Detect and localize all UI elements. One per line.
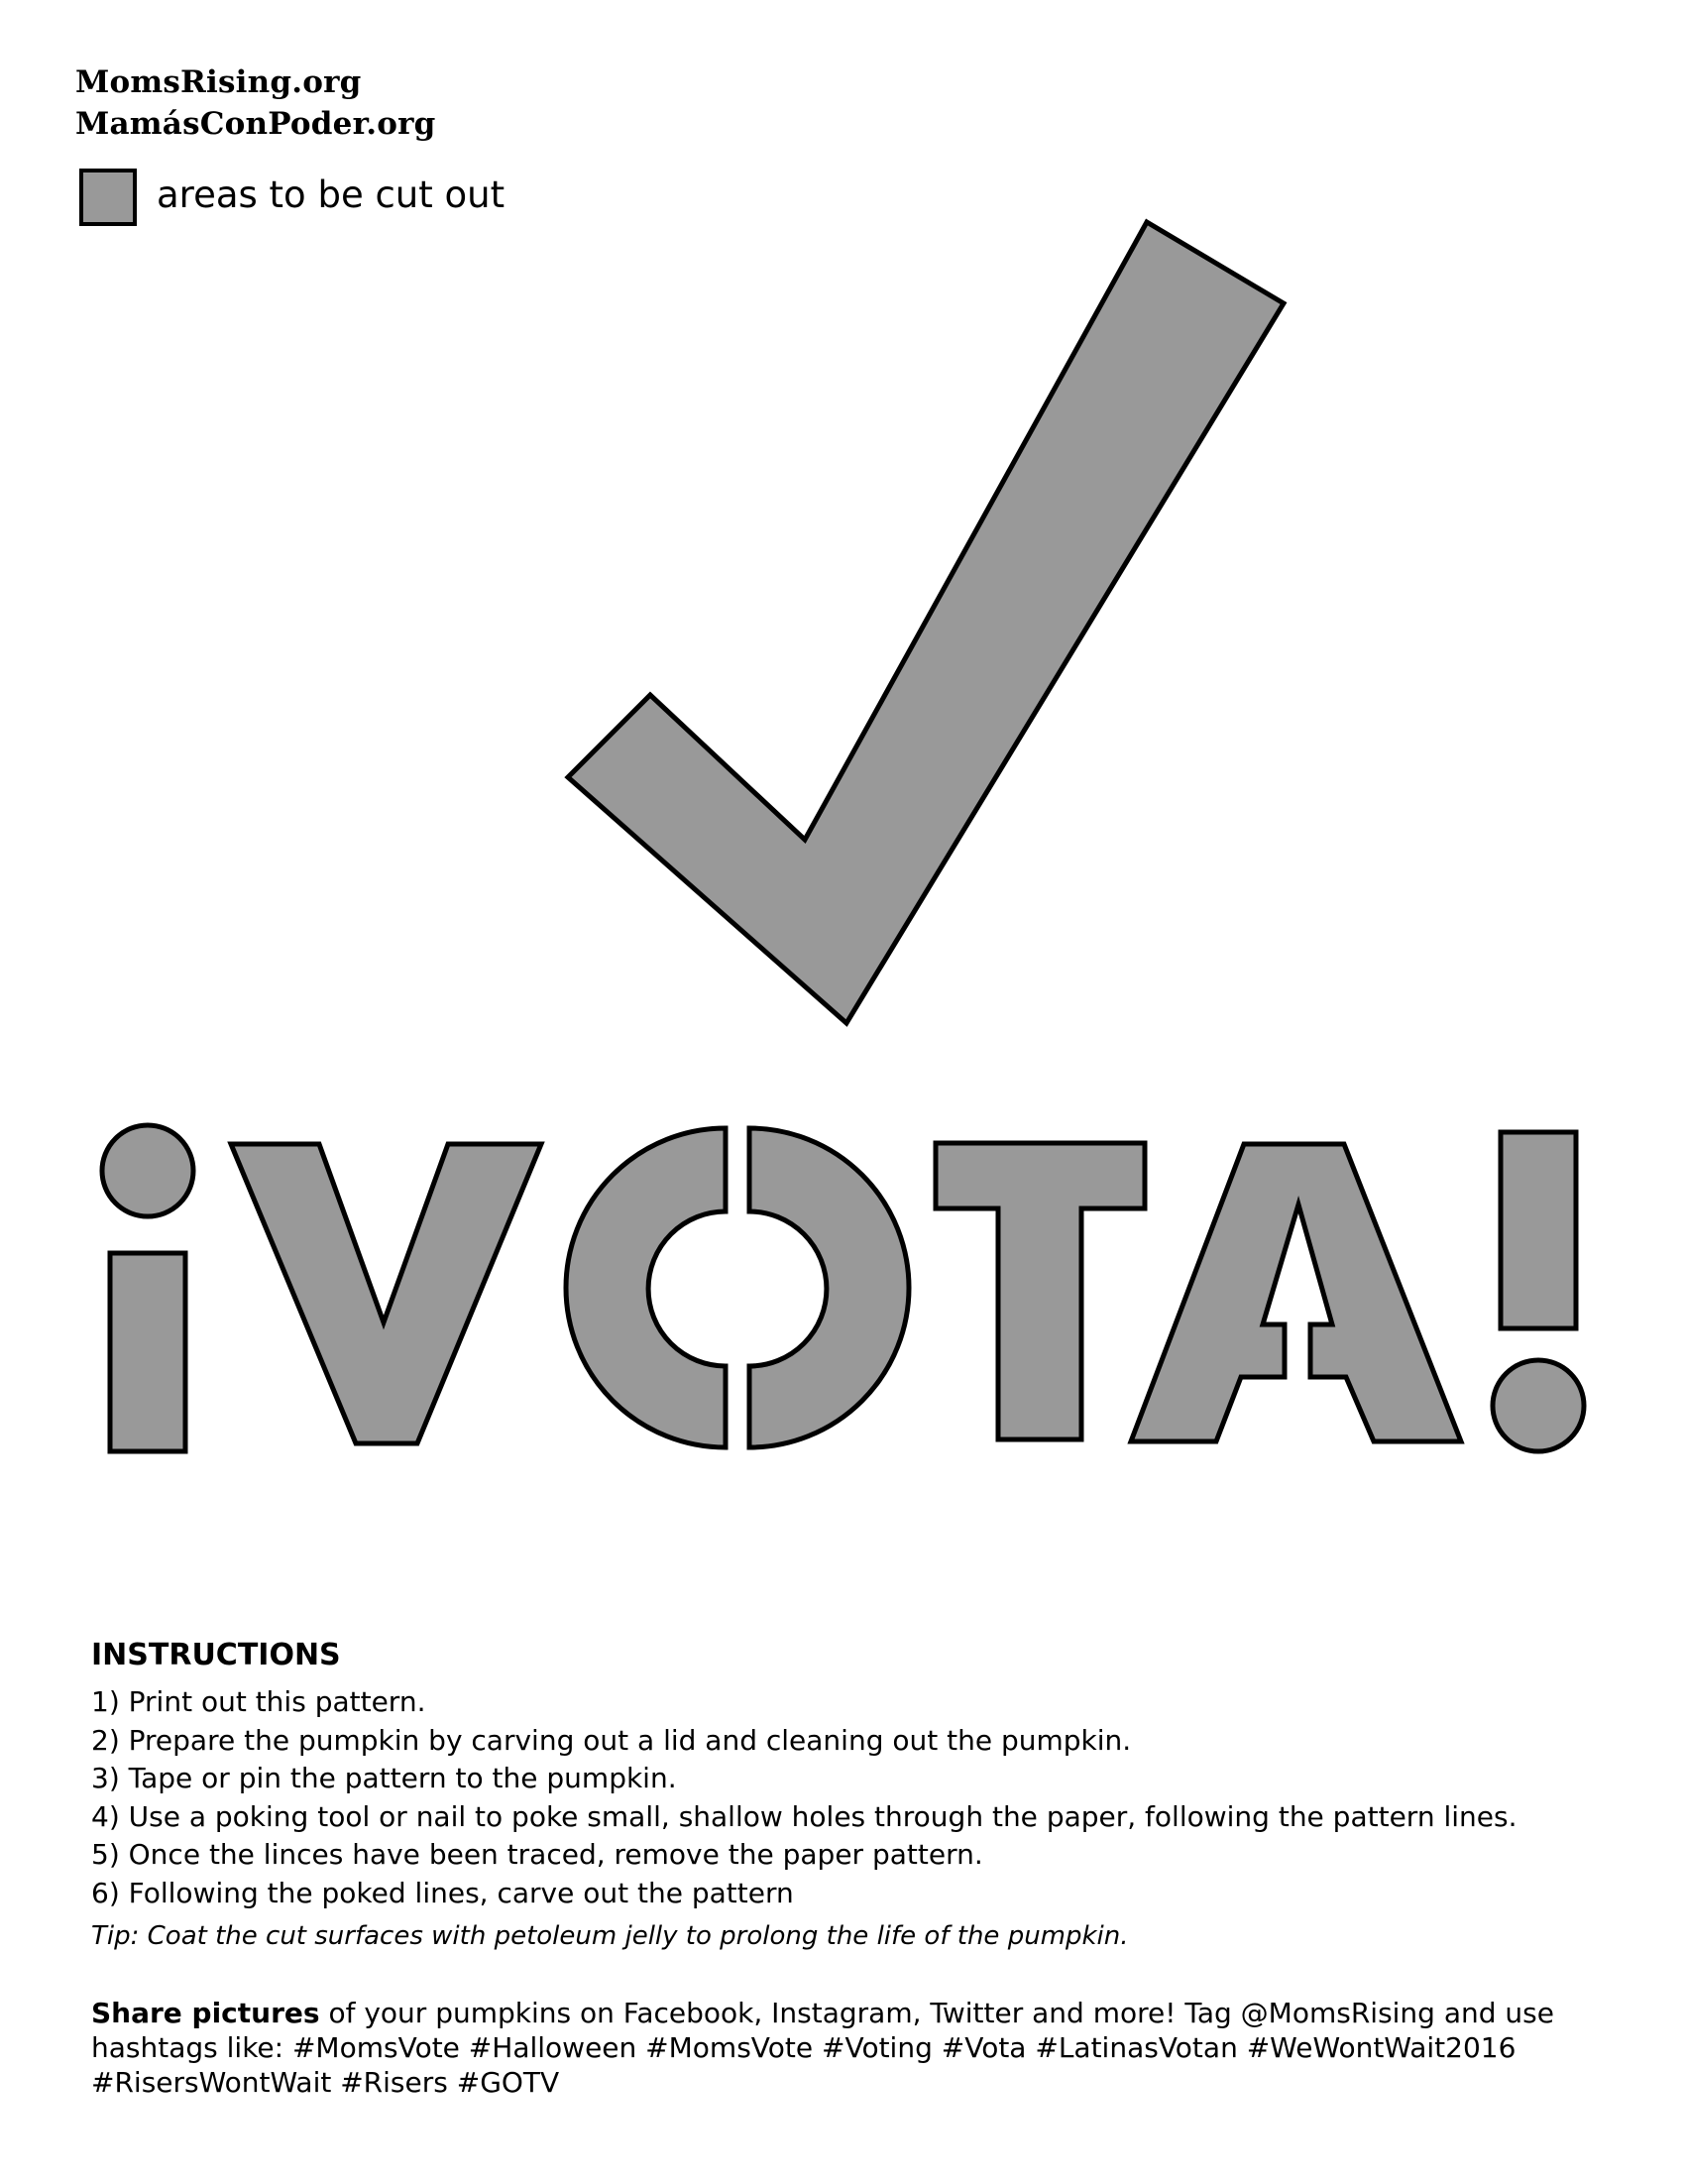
instruction-step: 1) Print out this pattern. xyxy=(91,1685,426,1718)
instructions-title: INSTRUCTIONS xyxy=(91,1638,341,1672)
brand-mamasconpoder: MamásConPoder.org xyxy=(75,106,436,142)
checkmark-icon xyxy=(568,222,1284,1023)
instruction-step: 3) Tape or pin the pattern to the pumpkin. xyxy=(91,1762,677,1794)
letter-exclamation xyxy=(1493,1132,1584,1451)
letter-a xyxy=(1131,1144,1461,1441)
legend-label: areas to be cut out xyxy=(157,172,506,216)
instructions-section xyxy=(91,1636,1618,2100)
instruction-step: 2) Prepare the pumpkin by carving out a lid and cleaning out the pumpkin. xyxy=(91,1723,1132,1757)
instructions-tip: Tip: Coat the cut surfaces with petoleum jelly to prolong the life of the pumpkin. xyxy=(91,1921,1129,1951)
share-lead: Share pictures xyxy=(91,1997,320,2029)
instructions-steps xyxy=(91,1683,1618,1912)
instruction-step: 6) Following the poked lines, carve out the pattern xyxy=(91,1876,794,1909)
share-paragraph xyxy=(91,1996,1618,2100)
letter-t xyxy=(936,1143,1145,1439)
instruction-step: 5) Once the linces have been traced, remove the paper pattern. xyxy=(91,1838,983,1871)
letter-o xyxy=(566,1128,909,1447)
brand-momsrising: MomsRising.org xyxy=(75,64,362,100)
instruction-step: 4) Use a poking tool or nail to poke small, shallow holes through the paper, following the pattern lines. xyxy=(91,1799,1517,1833)
share-text: of your pumpkins on Facebook, Instagram, Twitter and more! Tag @MomsRising and use hashtags like: #MomsVote #Halloween #MomsVote #Voting #Vota #LatinasVotan #WeWontWait2016 #RisersWontWait #Risers #GOTV xyxy=(91,1997,1554,2099)
letter-inverted-exclamation xyxy=(102,1125,193,1451)
letter-v xyxy=(231,1144,541,1443)
